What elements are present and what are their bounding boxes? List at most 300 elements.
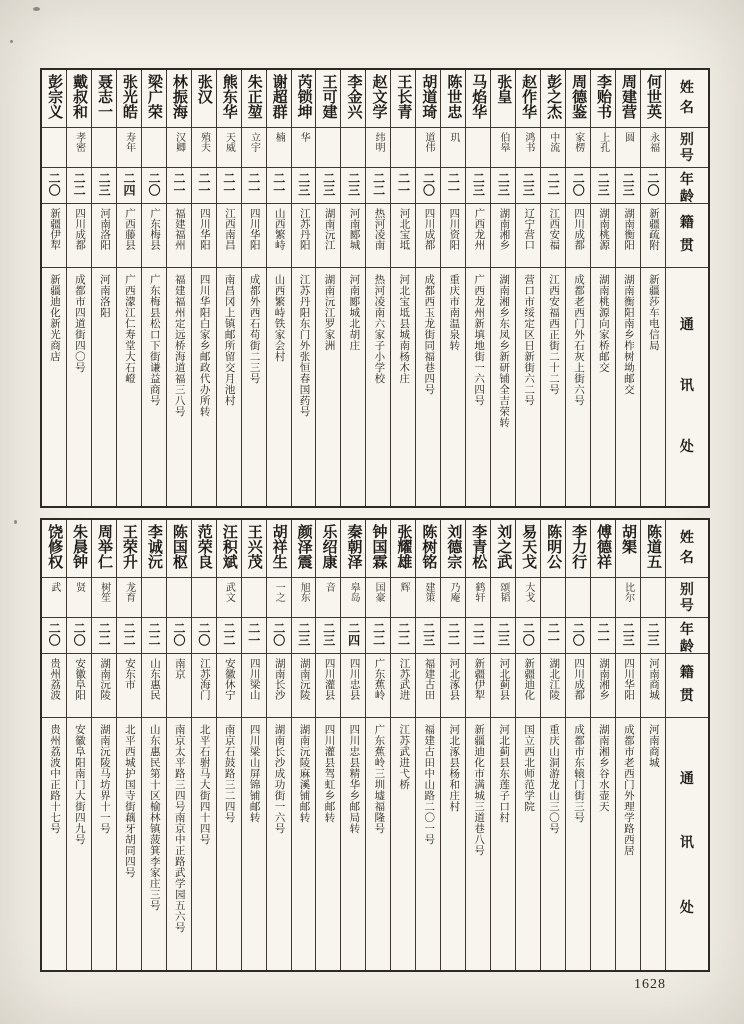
native-place-cell: 湖南湘乡 — [491, 204, 515, 268]
row-header-char: 贯 — [679, 238, 694, 254]
age-cell: 二〇 — [42, 618, 66, 654]
native-place-cell: 辽宁营口 — [516, 204, 540, 268]
alias-cell: 圆 — [616, 128, 640, 168]
page-number: 1628 — [634, 977, 666, 992]
native-place-cell: 湖南沅陵 — [92, 654, 116, 718]
row-header-char: 通 — [679, 771, 694, 787]
age-cell: 二二 — [541, 168, 565, 204]
person-column — [66, 520, 91, 970]
native-place-cell: 新疆伊犁 — [466, 654, 490, 718]
row-header-char: 通 — [679, 318, 694, 334]
age-cell: 二二 — [466, 618, 490, 654]
address-cell: 江西安福西正街二十二号 — [548, 274, 560, 395]
alias-cell — [316, 128, 340, 168]
name-cell: 陈国枢 — [167, 520, 191, 578]
native-place-cell: 贵州荔波 — [42, 654, 66, 718]
native-place-cell: 新疆疏附 — [641, 204, 665, 268]
native-place-cell: 湖南湘乡 — [591, 654, 615, 718]
native-place-cell: 广西藤县 — [117, 204, 141, 268]
alias-cell — [142, 128, 166, 168]
name-cell: 刘之武 — [491, 520, 515, 578]
name-cell: 李力行 — [566, 520, 590, 578]
native-place-cell: 河南洛阳 — [92, 204, 116, 268]
address-cell: 河南洛阳 — [98, 274, 110, 318]
name-cell: 赵作华 — [516, 70, 540, 128]
row-header-column — [665, 70, 708, 506]
alias-cell — [641, 578, 665, 618]
name-cell: 戴叔和 — [67, 70, 91, 128]
age-cell: 二一 — [242, 618, 266, 654]
person-column — [91, 70, 116, 506]
native-place-cell: 湖南桃源 — [591, 204, 615, 268]
person-column — [266, 70, 291, 506]
native-place-cell: 湖南衡阳 — [616, 204, 640, 268]
address-cell: 河南商城 — [647, 724, 659, 768]
name-cell: 陈道五 — [641, 520, 665, 578]
person-column — [515, 520, 540, 970]
age-cell: 二〇 — [641, 168, 665, 204]
row-header-cell — [666, 204, 708, 268]
person-column — [390, 70, 415, 506]
native-place-cell: 河北宝坻 — [391, 204, 415, 268]
age-cell: 二二 — [67, 168, 91, 204]
row-header-char: 名 — [679, 551, 694, 567]
age-cell: 二二 — [92, 618, 116, 654]
row-header-char: 号 — [679, 149, 694, 165]
address-cell: 广西濛江仁寿堂大石嶝 — [123, 274, 135, 384]
age-cell: 二〇 — [267, 618, 291, 654]
alias-cell — [591, 578, 615, 618]
directory-table-bottom — [40, 518, 710, 972]
address-cell: 热河凌南六家子小学校 — [373, 274, 385, 384]
name-cell: 李金兴 — [341, 70, 365, 128]
native-place-cell: 山东惠民 — [142, 654, 166, 718]
age-cell: 二三 — [641, 618, 665, 654]
alias-cell — [142, 578, 166, 618]
alias-cell — [391, 128, 415, 168]
address-cell: 广西龙州新填地街一六四号 — [473, 274, 485, 406]
person-column — [241, 520, 266, 970]
address-cell: 南京石鼓路三二四号 — [223, 724, 235, 823]
name-cell: 钟国霖 — [366, 520, 390, 578]
name-cell: 张耀雄 — [391, 520, 415, 578]
age-cell: 二〇 — [42, 168, 66, 204]
address-cell: 河南郾城北胡庄 — [348, 274, 360, 351]
name-cell: 汪积斌 — [217, 520, 241, 578]
age-cell: 二三 — [491, 618, 515, 654]
alias-cell: 孝密 — [67, 128, 91, 168]
name-cell: 饶修权 — [42, 520, 66, 578]
native-place-cell: 新疆迪化 — [516, 654, 540, 718]
alias-cell — [341, 128, 365, 168]
scan-speck — [14, 520, 17, 524]
address-cell: 新疆迪化市满城三道巷八号 — [473, 724, 485, 856]
address-cell: 国立西北师范学院 — [523, 724, 535, 812]
native-place-cell: 山西繁峙 — [267, 204, 291, 268]
age-cell: 二二 — [142, 618, 166, 654]
native-place-cell: 四川华阳 — [242, 204, 266, 268]
native-place-cell: 广西龙州 — [466, 204, 490, 268]
alias-cell: 纬明 — [366, 128, 390, 168]
person-column — [116, 520, 141, 970]
person-column — [216, 70, 241, 506]
age-cell: 二〇 — [142, 168, 166, 204]
native-place-cell: 四川成都 — [566, 654, 590, 718]
native-place-cell: 四川华阳 — [616, 654, 640, 718]
row-header-char: 姓 — [679, 530, 694, 546]
alias-cell: 道伟 — [416, 128, 440, 168]
alias-cell: 武 — [42, 578, 66, 618]
address-cell: 成都市东辕门街三号 — [572, 724, 584, 823]
name-cell: 林振海 — [167, 70, 191, 128]
person-column — [42, 70, 66, 506]
address-cell: 山西繁峙铁家会村 — [273, 274, 285, 362]
person-column — [515, 70, 540, 506]
age-cell: 二三 — [316, 168, 340, 204]
alias-cell: 汉卿 — [167, 128, 191, 168]
alias-cell — [541, 578, 565, 618]
age-cell: 二一 — [192, 168, 216, 204]
native-place-cell: 江西南昌 — [217, 204, 241, 268]
native-place-cell: 南京 — [167, 654, 191, 718]
native-place-cell: 湖南长沙 — [267, 654, 291, 718]
name-cell: 傅德祥 — [591, 520, 615, 578]
alias-cell: 中流 — [541, 128, 565, 168]
native-place-cell: 湖南沅江 — [316, 204, 340, 268]
age-cell: 二三 — [591, 168, 615, 204]
name-cell: 易天戈 — [516, 520, 540, 578]
alias-cell: 鹤轩 — [466, 578, 490, 618]
address-cell: 福建古田中山路二〇一号 — [423, 724, 435, 845]
row-header-char: 龄 — [679, 189, 694, 204]
address-cell: 江苏丹阳东门外张恒春国药号 — [298, 274, 310, 417]
row-header-cell — [666, 128, 708, 168]
native-place-cell: 江苏武进 — [391, 654, 415, 718]
person-column — [415, 70, 440, 506]
native-place-cell: 河南郾城 — [341, 204, 365, 268]
name-cell: 朱晨钟 — [67, 520, 91, 578]
age-cell: 二三 — [616, 168, 640, 204]
name-cell: 熊东华 — [217, 70, 241, 128]
alias-cell: 伯皋 — [491, 128, 515, 168]
address-cell: 四川华阳白家乡邮政代办所转 — [198, 274, 210, 417]
row-header-char: 名 — [679, 101, 694, 117]
name-cell: 梁广荣 — [142, 70, 166, 128]
person-column — [42, 520, 66, 970]
name-cell: 王长青 — [391, 70, 415, 128]
person-column — [415, 520, 440, 970]
native-place-cell: 江西安福 — [541, 204, 565, 268]
alias-cell: 大戈 — [516, 578, 540, 618]
native-place-cell: 广东蕉岭 — [366, 654, 390, 718]
person-column — [365, 70, 390, 506]
person-column — [340, 70, 365, 506]
person-column — [615, 70, 640, 506]
row-header-char: 别 — [679, 583, 694, 598]
address-cell: 北平石驸马大街四十四号 — [198, 724, 210, 845]
native-place-cell: 四川忠县 — [341, 654, 365, 718]
age-cell: 二三 — [341, 168, 365, 204]
age-cell: 二一 — [591, 618, 615, 654]
native-place-cell: 安徽休宁 — [217, 654, 241, 718]
name-cell: 刘德宗 — [441, 520, 465, 578]
address-cell: 广东梅县松口下街谦益商号 — [148, 274, 160, 406]
alias-cell: 乃庵 — [441, 578, 465, 618]
alias-cell: 武文 — [217, 578, 241, 618]
row-header-char: 号 — [679, 599, 694, 615]
age-cell: 二二 — [366, 168, 390, 204]
age-cell: 二二 — [217, 618, 241, 654]
alias-cell: 上孔 — [591, 128, 615, 168]
name-cell: 李诚沅 — [142, 520, 166, 578]
address-cell: 贵州荔波中正路十七号 — [48, 724, 60, 834]
row-header-char: 处 — [679, 440, 694, 455]
scan-speck — [33, 7, 40, 11]
name-cell: 胡榘 — [616, 520, 640, 578]
person-column — [166, 70, 191, 506]
row-header-char: 籍 — [679, 665, 694, 681]
address-cell: 成都市四道街四〇号 — [73, 274, 85, 373]
row-header-char: 籍 — [679, 215, 694, 231]
address-cell: 河北蓟县东莲子口村 — [498, 724, 510, 823]
name-cell: 周建营 — [616, 70, 640, 128]
name-cell: 赵文学 — [366, 70, 390, 128]
age-cell: 二一 — [267, 168, 291, 204]
age-cell: 二三 — [292, 168, 316, 204]
native-place-cell: 福建福州 — [167, 204, 191, 268]
row-header-cell — [666, 70, 708, 128]
age-cell: 二三 — [491, 168, 515, 204]
person-column — [590, 520, 615, 970]
alias-cell: 家楞 — [566, 128, 590, 168]
person-column — [640, 520, 665, 970]
address-cell: 四川灌县驾虹乡邮转 — [323, 724, 335, 823]
native-place-cell: 江苏海门 — [192, 654, 216, 718]
address-cell: 成都西玉龙街同福巷四号 — [423, 274, 435, 395]
native-place-cell: 四川资阳 — [441, 204, 465, 268]
age-cell: 二三 — [616, 618, 640, 654]
person-column — [465, 70, 490, 506]
age-cell: 二三 — [316, 618, 340, 654]
row-header-char: 别 — [679, 133, 694, 148]
person-column — [166, 520, 191, 970]
native-place-cell: 河北涿县 — [441, 654, 465, 718]
person-column — [91, 520, 116, 970]
native-place-cell: 四川灌县 — [316, 654, 340, 718]
name-cell: 张皇 — [491, 70, 515, 128]
alias-cell — [167, 578, 191, 618]
name-cell: 何世英 — [641, 70, 665, 128]
age-cell: 二一 — [441, 168, 465, 204]
person-column — [291, 520, 316, 970]
address-cell: 湖南长沙成功街一六号 — [273, 724, 285, 834]
age-cell: 二三 — [416, 618, 440, 654]
address-cell: 四川梁山屏锦铺邮转 — [248, 724, 260, 823]
alias-cell: 辉 — [391, 578, 415, 618]
name-cell: 朱正堃 — [242, 70, 266, 128]
row-header-char: 讯 — [679, 379, 694, 395]
alias-cell: 比尔 — [616, 578, 640, 618]
age-cell: 二〇 — [67, 618, 91, 654]
name-cell: 李贻书 — [591, 70, 615, 128]
name-cell: 张光皓 — [117, 70, 141, 128]
alias-cell — [92, 128, 116, 168]
native-place-cell: 安东市 — [117, 654, 141, 718]
address-cell: 江苏武进弋桥 — [398, 724, 410, 790]
address-cell: 湖南桃源向家桥邮交 — [597, 274, 609, 373]
alias-cell: 音 — [316, 578, 340, 618]
native-place-cell: 河北蓟县 — [491, 654, 515, 718]
alias-cell — [192, 578, 216, 618]
address-cell: 安徽阜阳南门大街四九号 — [73, 724, 85, 845]
native-place-cell: 河南商城 — [641, 654, 665, 718]
age-cell: 二三 — [292, 618, 316, 654]
person-column — [191, 520, 216, 970]
address-cell: 湖南湘乡东凤乡新研铺全吉荣转 — [498, 274, 510, 428]
alias-cell: 玑 — [441, 128, 465, 168]
name-cell: 聂志一 — [92, 70, 116, 128]
alias-cell — [42, 128, 66, 168]
alias-cell: 建策 — [416, 578, 440, 618]
name-cell: 陈明公 — [541, 520, 565, 578]
row-header-cell — [666, 654, 708, 718]
age-cell: 二三 — [466, 168, 490, 204]
age-cell: 二二 — [391, 618, 415, 654]
age-cell: 二〇 — [566, 168, 590, 204]
age-cell: 二一 — [217, 168, 241, 204]
person-column — [241, 70, 266, 506]
name-cell: 谢超群 — [267, 70, 291, 128]
person-column — [216, 520, 241, 970]
name-cell: 王荣升 — [117, 520, 141, 578]
name-cell: 周举仁 — [92, 520, 116, 578]
alias-cell: 立宇 — [242, 128, 266, 168]
person-column — [615, 520, 640, 970]
age-cell: 二〇 — [516, 618, 540, 654]
name-cell: 胡道琦 — [416, 70, 440, 128]
person-column — [540, 520, 565, 970]
address-cell: 湖南湘乡谷水壶天 — [597, 724, 609, 812]
address-cell: 营口市绥定区日新街六二号 — [523, 274, 535, 406]
name-cell: 李青松 — [466, 520, 490, 578]
alias-cell: 贤 — [67, 578, 91, 618]
alias-cell — [566, 578, 590, 618]
age-cell: 二一 — [242, 168, 266, 204]
age-cell: 二二 — [441, 618, 465, 654]
address-cell: 成都外西石苟街二三号 — [248, 274, 260, 384]
person-column — [340, 520, 365, 970]
alias-cell — [242, 578, 266, 618]
name-cell: 胡祥生 — [267, 520, 291, 578]
address-cell: 新疆迪化新光商店 — [48, 274, 60, 362]
age-cell: 二二 — [117, 618, 141, 654]
native-place-cell: 四川成都 — [566, 204, 590, 268]
name-cell: 王兴茂 — [242, 520, 266, 578]
person-column — [191, 70, 216, 506]
person-column — [565, 70, 590, 506]
alias-cell: 天威 — [217, 128, 241, 168]
person-column — [141, 520, 166, 970]
person-column — [141, 70, 166, 506]
native-place-cell: 福建古田 — [416, 654, 440, 718]
name-cell: 陈世忠 — [441, 70, 465, 128]
native-place-cell: 四川华阳 — [192, 204, 216, 268]
age-cell: 二三 — [92, 168, 116, 204]
person-column — [640, 70, 665, 506]
address-cell: 湖南沅陵马坊界十一号 — [98, 724, 110, 834]
address-cell: 广东蕉岭三圳墟福隆号 — [373, 724, 385, 834]
address-cell: 重庆市南温泉转 — [448, 274, 460, 351]
alias-cell: 楠 — [267, 128, 291, 168]
alias-cell: 皋岛 — [341, 578, 365, 618]
age-cell: 二〇 — [192, 618, 216, 654]
name-cell: 周德鉴 — [566, 70, 590, 128]
alias-cell: 华 — [292, 128, 316, 168]
address-cell: 新疆莎车电信局 — [647, 274, 659, 351]
person-column — [440, 520, 465, 970]
address-cell: 南昌冈上镇邮所留交月池村 — [223, 274, 235, 406]
alias-cell: 龙育 — [117, 578, 141, 618]
scan-speck — [10, 40, 13, 43]
name-cell: 陈树铭 — [416, 520, 440, 578]
alias-cell: 国豪 — [366, 578, 390, 618]
address-cell: 福建福州定远桥海道福三八号 — [173, 274, 185, 417]
age-cell: 二〇 — [566, 618, 590, 654]
alias-cell: 寿年 — [117, 128, 141, 168]
person-column — [465, 520, 490, 970]
row-header-cell — [666, 520, 708, 578]
address-cell: 河北涿县杨和庄村 — [448, 724, 460, 812]
age-cell: 二四 — [117, 168, 141, 204]
age-cell: 二〇 — [167, 618, 191, 654]
native-place-cell: 四川成都 — [67, 204, 91, 268]
alias-cell — [466, 128, 490, 168]
person-column — [66, 70, 91, 506]
alias-cell: 鸿书 — [516, 128, 540, 168]
directory-table-top — [40, 68, 710, 508]
native-place-cell: 江苏丹阳 — [292, 204, 316, 268]
row-header-char: 贯 — [679, 688, 694, 704]
age-cell: 二一 — [391, 168, 415, 204]
row-header-cell — [666, 578, 708, 618]
age-cell: 二一 — [167, 168, 191, 204]
address-cell: 湖南沅江罗家洲 — [323, 274, 335, 351]
alias-cell: 树笙 — [92, 578, 116, 618]
person-column — [590, 70, 615, 506]
age-cell: 二二 — [366, 618, 390, 654]
age-cell: 二一 — [541, 618, 565, 654]
name-cell: 颜泽震 — [292, 520, 316, 578]
alias-cell: 旭东 — [292, 578, 316, 618]
person-column — [440, 70, 465, 506]
native-place-cell: 湖南沅陵 — [292, 654, 316, 718]
person-column — [266, 520, 291, 970]
person-column — [565, 520, 590, 970]
age-cell: 二〇 — [416, 168, 440, 204]
name-cell: 马焰华 — [466, 70, 490, 128]
row-header-char: 姓 — [679, 80, 694, 96]
address-cell: 湖南沅陵麻溪铺邮转 — [298, 724, 310, 823]
address-cell: 河北宝坻县城南杨木庄 — [398, 274, 410, 384]
row-header-char: 龄 — [679, 639, 694, 654]
name-cell: 王可建 — [316, 70, 340, 128]
alias-cell: 永福 — [641, 128, 665, 168]
name-cell: 秦朝泽 — [341, 520, 365, 578]
row-header-char: 讯 — [679, 836, 694, 852]
person-column — [390, 520, 415, 970]
native-place-cell: 安徽阜阳 — [67, 654, 91, 718]
person-column — [291, 70, 316, 506]
